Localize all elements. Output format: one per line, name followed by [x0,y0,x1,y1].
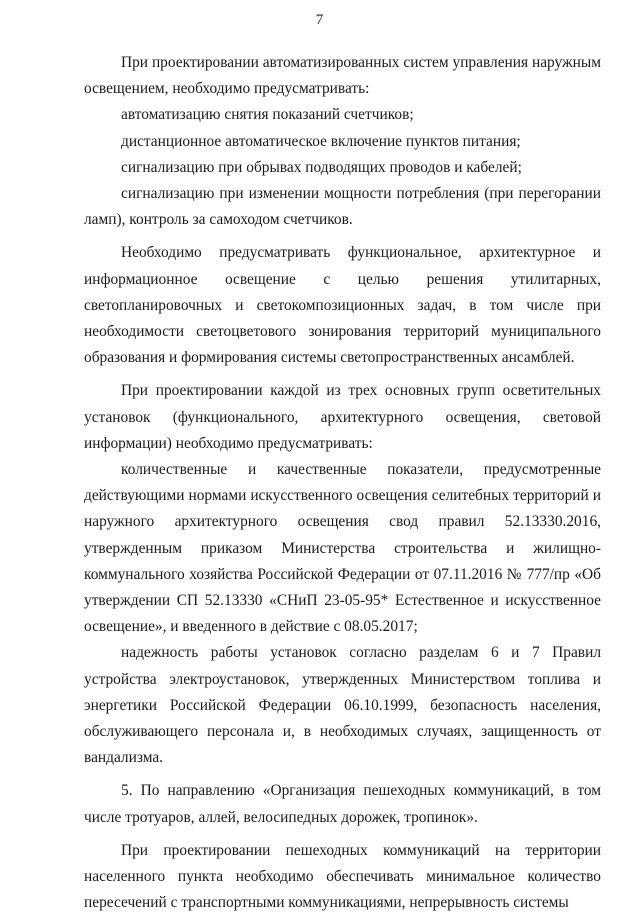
list-item-power-change-alarm: сигнализацию при изменении мощности потребления (при перегорании ламп), контроль за самоходом счетчиков. [84,185,601,229]
document-body [84,50,601,917]
section-heading-pedestrian: 5. По направлению «Организация пешеходных коммуникаций, в том числе тротуаров, аллей, велосипедных дорожек, тропинок». [84,782,601,826]
paragraph-lighting-types: Необходимо предусматривать функциональное, архитектурное и информационное освещение с целью решения утилитарных, светопланировочных и светокомпозиционных задач, в том числе при необходимости светоцветового зонирования территорий муниципального образования и формирования системы светопространственных ансамблей. [84,244,601,367]
paragraph-intro-control-systems: При проектировании автоматизированных систем управления наружным освещением, необходимо предусматривать: [84,54,601,98]
page-number: 7 [315,12,324,28]
list-item-reliability: надежность работы установок согласно разделам 6 и 7 Правил устройства электроустановок, утвержденных Министерством топлива и энергетики Российской Федерации 06.10.1999, безопасность населения, обслуживающего персонала и, в необходимых случаях, защищенность от вандализма. [84,644,601,767]
list-item-quality-indicators: количественные и качественные показатели, предусмотренные действующими нормами искусственного освещения селитебных территорий и наружного архитектурного освещения свод правил 52.13330.2016, утвержденным приказом Министерства строительства и жилищно-коммунального хозяйства Российской Федерации от 07.11.2016 № 777/пр «Об утверждении СП 52.13330 «СНиП 23-05-95* Естественное и искусственное освещение», и введенного в действие с 08.05.2017; [84,461,601,636]
paragraph-lighting-groups: При проектировании каждой из трех основных групп осветительных установок (функционального, архитектурного освещения, световой информации) необходимо предусматривать: [84,382,601,452]
list-item-remote-switching: дистанционное автоматическое включение пунктов питания; [121,132,521,150]
list-item-meter-reading: автоматизацию снятия показаний счетчиков; [121,106,414,124]
paragraph-pedestrian-design: При проектировании пешеходных коммуникаций на территории населенного пункта необходимо обеспечивать минимальное количество пересечений с транспортными коммуникациями, непрерывность системы [84,841,601,912]
list-item-wire-break-alarm: сигнализацию при обрывах подводящих проводов и кабелей; [121,158,522,176]
